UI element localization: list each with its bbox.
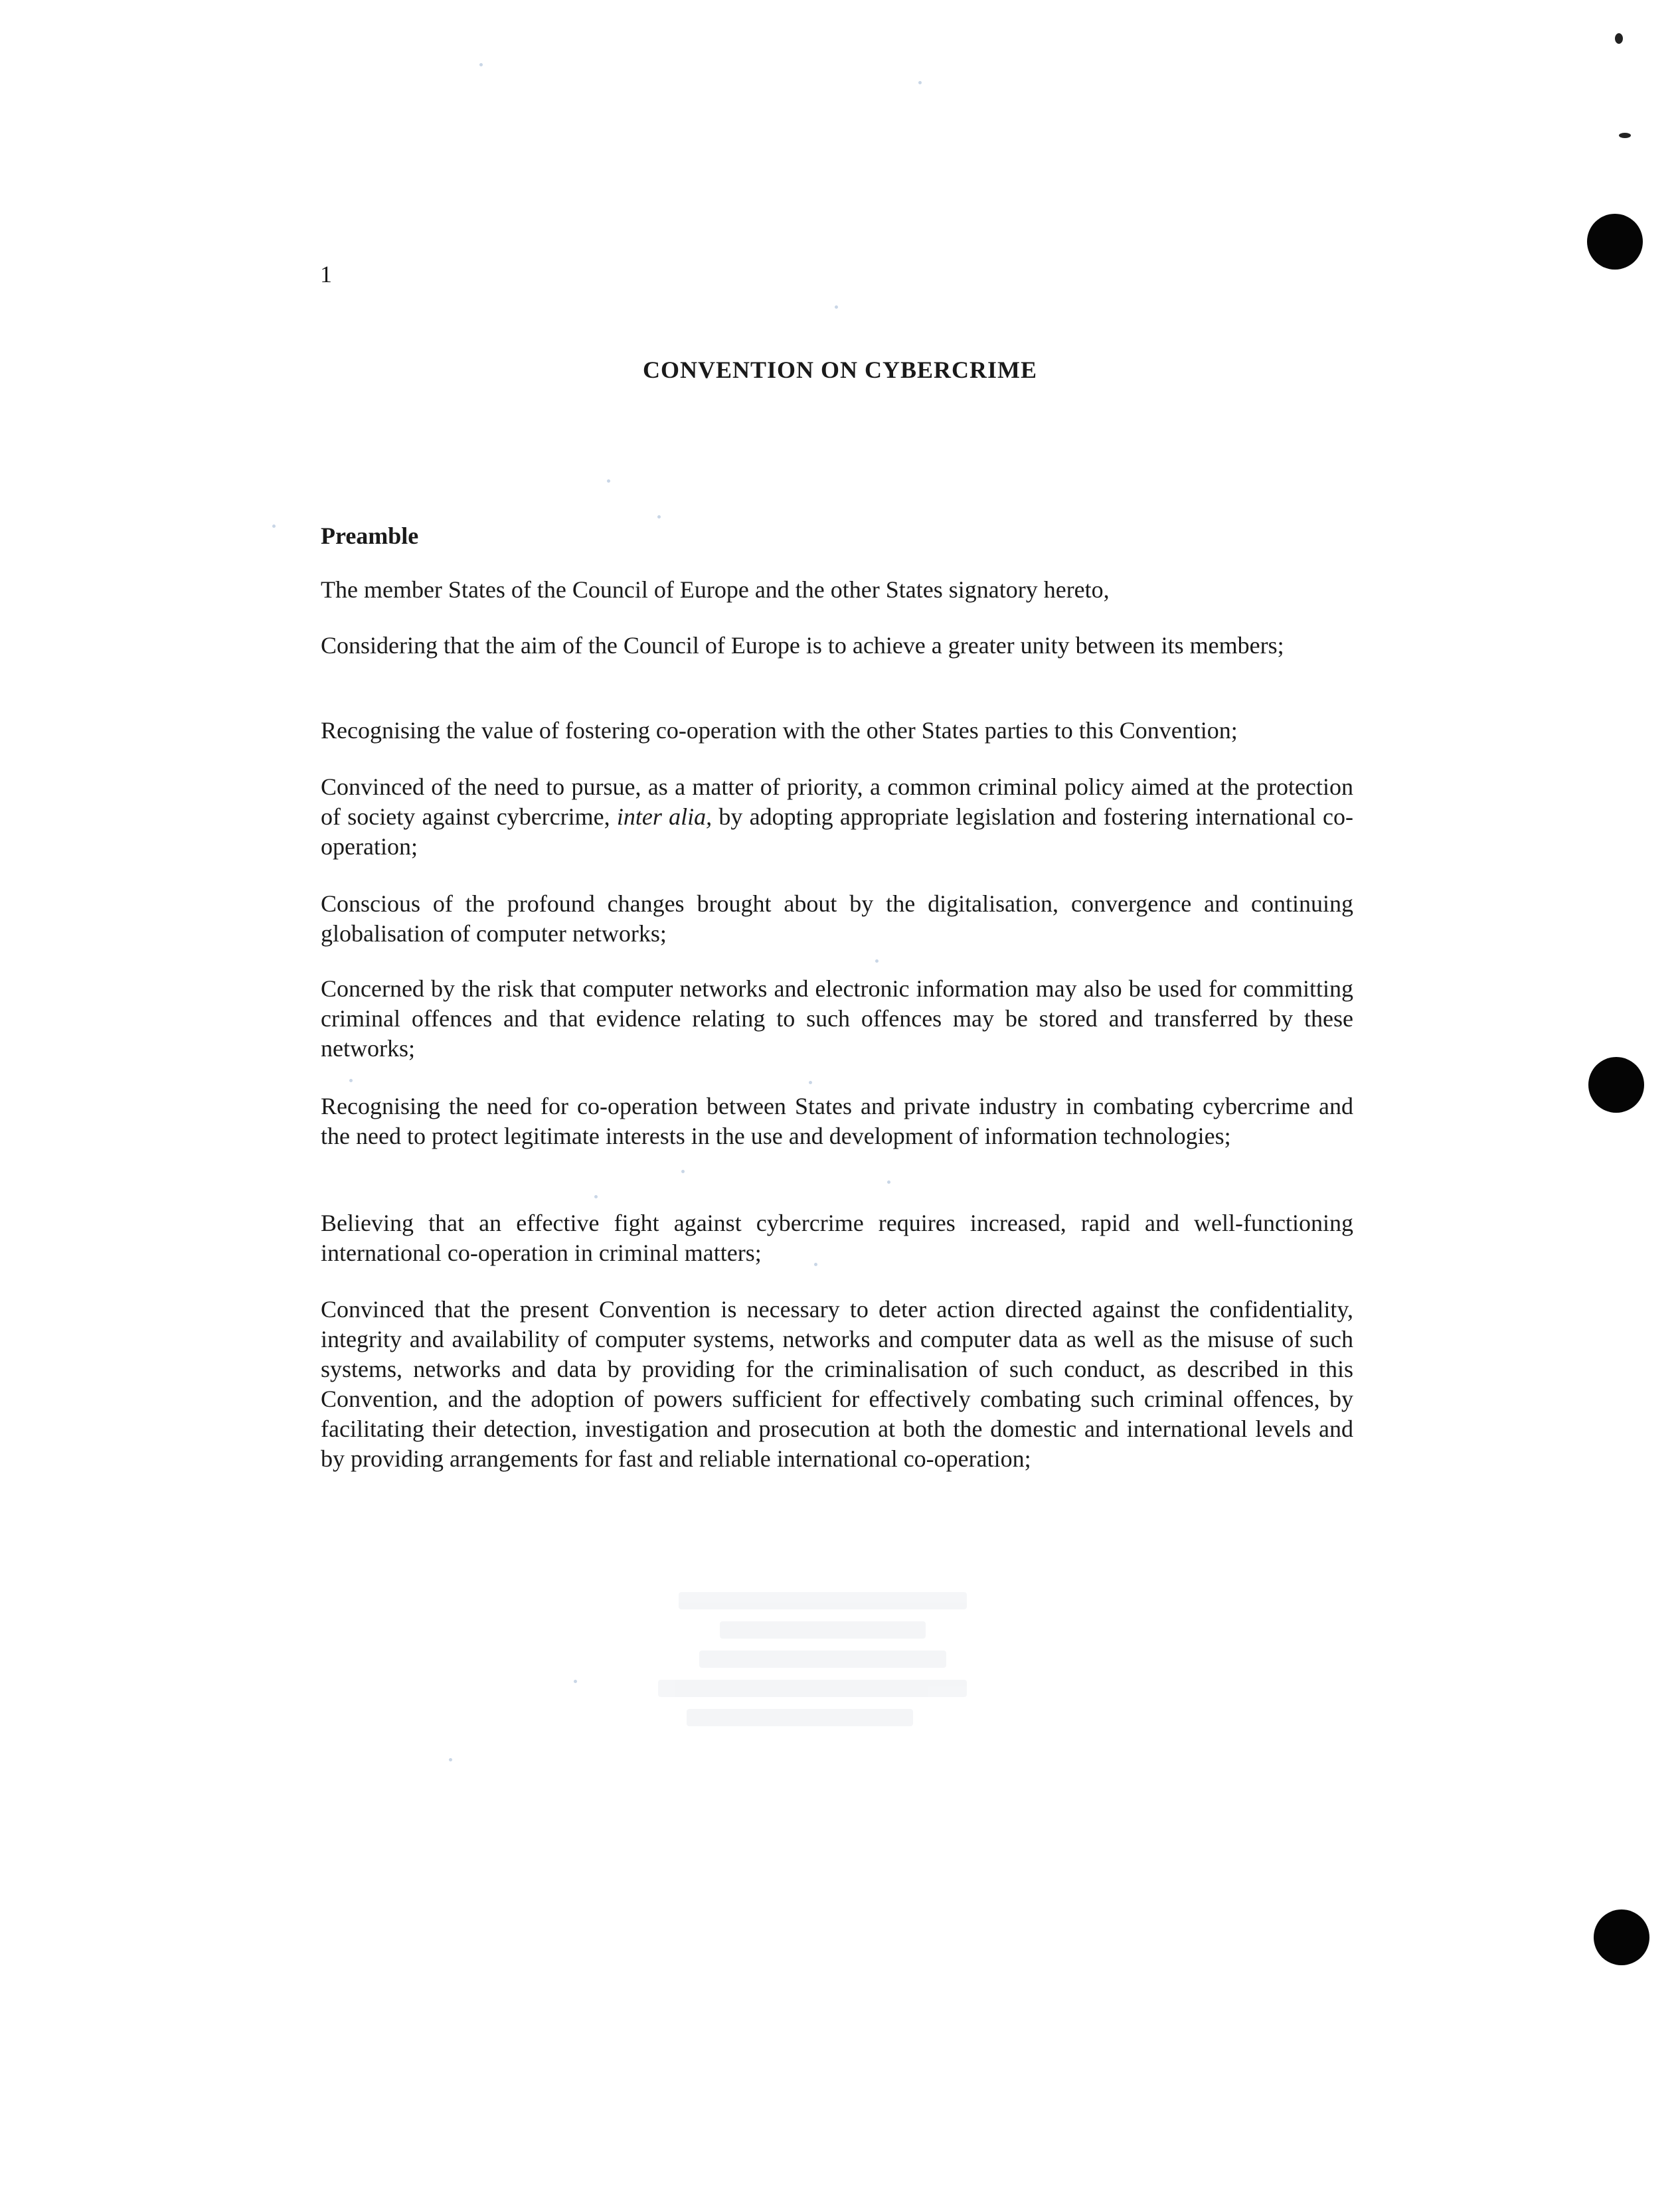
scan-dot — [814, 1263, 817, 1266]
scan-dot — [875, 959, 879, 963]
scan-dot — [681, 1170, 685, 1173]
scan-dot — [918, 81, 922, 84]
scan-dot — [449, 1758, 452, 1761]
p4-text-start: Convinced of the need to pursue, as a matter of priority, a common criminal policy aimed at the protection of society against cybercrime, — [321, 773, 1353, 830]
punch-hole-bottom — [1594, 1909, 1649, 1965]
scan-dot — [887, 1180, 890, 1184]
scan-dot — [272, 525, 276, 528]
preamble-paragraph-3: Recognising the value of fostering co-operation with the other States parties to this Convention; — [321, 717, 1238, 744]
preamble-heading: Preamble — [321, 523, 419, 549]
document-title: CONVENTION ON CYBERCRIME — [642, 357, 1038, 383]
bleed-through-stamp — [637, 1580, 1049, 1806]
page-number: 1 — [320, 261, 332, 287]
scan-dot — [809, 1081, 812, 1084]
scan-speck — [1615, 33, 1623, 44]
preamble-paragraph-7: Recognising the need for co-operation between States and private industry in combating cybercrime and the need to protect legitimate interests in the use and development of information technologies; — [321, 1093, 1353, 1149]
preamble-paragraph-8: Believing that an effective fight against cybercrime requires increased, rapid and well-functioning international co-operation in criminal matters; — [321, 1210, 1353, 1266]
preamble-paragraph-6: Concerned by the risk that computer networks and electronic information may also be used for committing criminal offences and that evidence relating to such offences may be stored and transferred by these networks; — [321, 975, 1353, 1062]
scan-dot — [574, 1680, 577, 1683]
scan-dot — [479, 63, 483, 66]
p4-text-end: by adopting appropriate legislation and fostering international co-operation; — [321, 803, 1353, 860]
preamble-paragraph-9: Convinced that the present Convention is necessary to deter action directed against the confidentiality, integrity and availability of computer systems, networks and computer data as well as the misuse of such systems, networks and data by providing for the criminalisation of such conduct, as described in this Convention, and the adoption of powers sufficient for effectively combating such criminal offences, by facilitating their detection, investigation and prosecution at both the domestic and international levels and by providing arrangements for fast and reliable international co-operation; — [321, 1296, 1353, 1472]
preamble-paragraph-5: Conscious of the profound changes brought about by the digitalisation, convergence and continuing globalisation of computer networks; — [321, 890, 1353, 947]
punch-hole-top — [1587, 214, 1643, 270]
punch-hole-middle — [1588, 1057, 1644, 1113]
preamble-paragraph-4 — [321, 772, 1353, 862]
preamble-paragraph-2: Considering that the aim of the Council of Europe is to achieve a greater unity between its members; — [321, 632, 1284, 659]
scan-dot — [349, 1079, 353, 1082]
scan-dot — [835, 305, 838, 309]
scan-dot — [594, 1195, 598, 1198]
p4-italic-phrase: inter alia, — [616, 803, 713, 830]
preamble-paragraph-1: The member States of the Council of Europe and the other States signatory hereto, — [321, 576, 1110, 603]
scan-dot — [607, 479, 610, 483]
scan-dot — [657, 515, 661, 519]
scan-speck — [1619, 133, 1631, 138]
